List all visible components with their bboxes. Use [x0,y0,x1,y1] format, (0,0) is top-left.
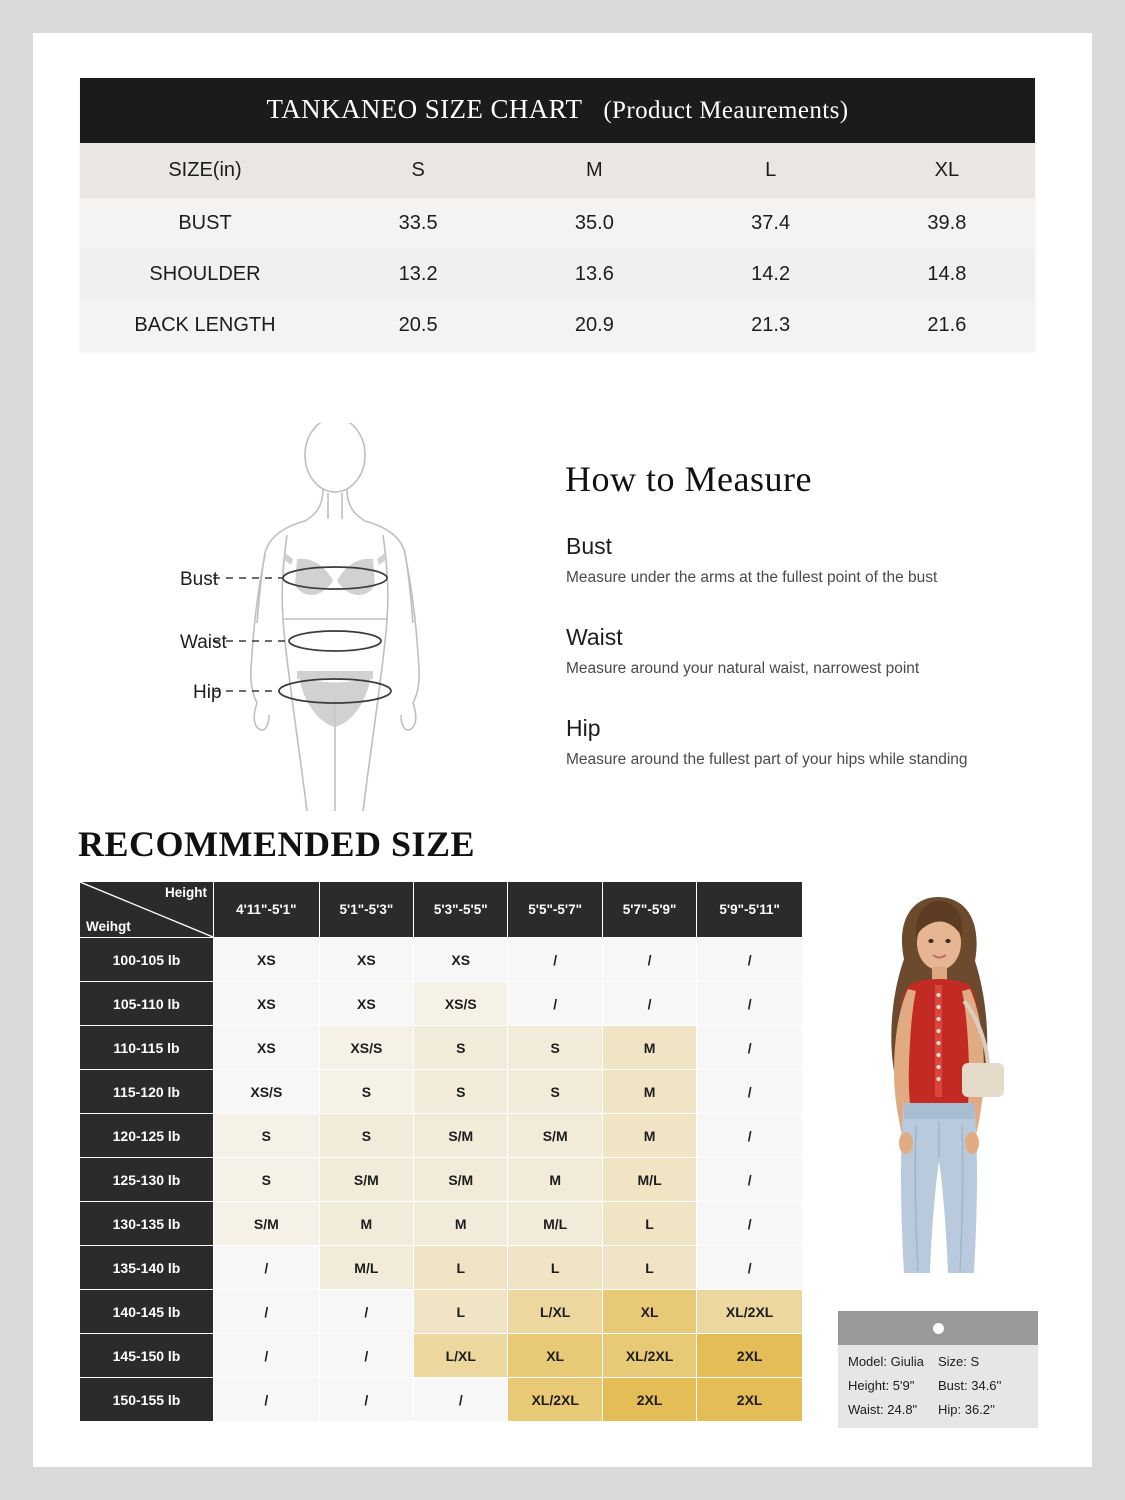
weight-row-label: 135-140 lb [80,1246,214,1290]
weight-row-label: 130-135 lb [80,1202,214,1246]
size-chart-title [80,78,1035,143]
weight-row-label: 125-130 lb [80,1158,214,1202]
rec-cell: S/M [319,1158,413,1202]
table-row [80,1378,803,1422]
rec-cell: XS/S [414,982,508,1026]
weight-row-label: 145-150 lb [80,1334,214,1378]
rec-cell: L [602,1202,696,1246]
model-illustration [838,881,1038,1311]
rec-cell: / [414,1378,508,1422]
rec-cell: L [602,1246,696,1290]
back-length-s: 20.5 [330,300,506,351]
rec-cell: XS [319,982,413,1026]
rec-cell: 2XL [602,1378,696,1422]
model-hip: Hip: 36.2'' [938,1402,995,1417]
rec-cell: XS [214,982,320,1026]
rec-cell: M [602,1114,696,1158]
rec-cell: / [697,1026,803,1070]
rec-cell: / [697,982,803,1026]
measure-item-description: Measure around the fullest part of your hips while standing [566,751,968,768]
model-waist: Waist: 24.8" [848,1402,918,1417]
table-row [80,198,1035,249]
rec-cell: L [508,1246,602,1290]
rec-cell: / [319,1334,413,1378]
rec-cell: / [508,982,602,1026]
rec-cell: S/M [414,1158,508,1202]
table-header-row [80,143,1035,198]
table-row [80,1070,803,1114]
rec-cell: M [414,1202,508,1246]
rec-cell: / [508,938,602,982]
shoulder-xl: 14.8 [859,249,1035,300]
bust-xl: 39.8 [859,198,1035,249]
size-chart-col-2: M [506,143,682,198]
size-chart-title-main: TANKANEO SIZE CHART [266,94,582,124]
weight-row-label: 105-110 lb [80,982,214,1026]
weight-row-label: 110-115 lb [80,1026,214,1070]
rec-cell: / [214,1334,320,1378]
diagram-label-hip: Hip [193,682,222,703]
bust-m: 35.0 [506,198,682,249]
rec-cell: S/M [214,1202,320,1246]
height-col-5: 5'9"-5'11" [697,882,803,938]
model-info-card [838,881,1038,1428]
rec-cell: L [414,1290,508,1334]
carousel-dot-icon [933,1323,944,1334]
rec-cell: S [319,1114,413,1158]
shoulder-s: 13.2 [330,249,506,300]
rec-cell: M [602,1026,696,1070]
table-row [80,938,803,982]
rec-cell: M/L [602,1158,696,1202]
size-chart-col-0: SIZE(in) [80,143,330,198]
table-corner-cell [80,882,214,938]
how-to-measure-section [80,393,1035,813]
rec-cell: XS/S [319,1026,413,1070]
rec-cell: / [697,1114,803,1158]
table-row [80,982,803,1026]
table-row [80,1202,803,1246]
bust-s: 33.5 [330,198,506,249]
measure-item-heading: Waist [566,624,623,650]
weight-row-label: 150-155 lb [80,1378,214,1422]
weight-row-label: 120-125 lb [80,1114,214,1158]
table-row [80,1334,803,1378]
measure-item-description: Measure around your natural waist, narrowest point [566,660,920,677]
table-row [80,249,1035,300]
rec-cell: 2XL [697,1378,803,1422]
size-chart-col-1: S [330,143,506,198]
how-to-measure-title: How to Measure [565,459,812,499]
rec-cell: XL/2XL [508,1378,602,1422]
rec-cell: / [214,1378,320,1422]
rec-cell: / [602,982,696,1026]
height-col-3: 5'5"-5'7" [508,882,602,938]
row-label-bust: BUST [80,198,330,249]
photo-carousel-indicator[interactable] [838,1311,1038,1345]
rec-cell: S/M [508,1114,602,1158]
bust-l: 37.4 [683,198,859,249]
diagram-label-waist: Waist [180,632,227,653]
rec-cell: L/XL [414,1334,508,1378]
weight-row-label: 100-105 lb [80,938,214,982]
size-chart-col-3: L [683,143,859,198]
weight-row-label: 115-120 lb [80,1070,214,1114]
rec-cell: XS [414,938,508,982]
rec-cell: XS/S [214,1070,320,1114]
rec-cell: 2XL [697,1334,803,1378]
row-label-back-length: BACK LENGTH [80,300,330,351]
weight-row-label: 140-145 lb [80,1290,214,1334]
table-row [80,300,1035,351]
table-row [80,1026,803,1070]
rec-cell: XS [214,938,320,982]
size-guide-page [33,33,1092,1467]
rec-cell: S [414,1070,508,1114]
rec-cell: XL/2XL [602,1334,696,1378]
size-chart-col-4: XL [859,143,1035,198]
back-length-m: 20.9 [506,300,682,351]
measure-item-hip [566,715,1036,769]
rec-cell: M [319,1202,413,1246]
model-height: Height: 5'9" [848,1378,915,1393]
rec-cell: S [508,1070,602,1114]
rec-cell: M [508,1158,602,1202]
table-header-row [80,882,803,938]
table-row [80,1114,803,1158]
back-length-l: 21.3 [683,300,859,351]
table-row [80,1158,803,1202]
measure-item-description: Measure under the arms at the fullest point of the bust [566,569,938,586]
rec-cell: XS [319,938,413,982]
model-measurements [838,1345,1038,1428]
rec-cell: S [414,1026,508,1070]
rec-cell: / [214,1290,320,1334]
rec-cell: XS [214,1026,320,1070]
rec-cell: S [214,1114,320,1158]
measure-item-waist [566,624,1036,678]
rec-cell: L [414,1246,508,1290]
rec-cell: / [214,1246,320,1290]
measure-item-heading: Bust [566,533,613,559]
model-size: Size: S [938,1354,980,1369]
back-length-xl: 21.6 [859,300,1035,351]
corner-weight-label: Weihgt [86,919,131,934]
rec-cell: XL [508,1334,602,1378]
measure-item-heading: Hip [566,715,601,741]
rec-cell: M/L [508,1202,602,1246]
rec-cell: XL/2XL [697,1290,803,1334]
product-size-chart [80,78,1035,351]
rec-cell: S [214,1158,320,1202]
rec-cell: S [319,1070,413,1114]
rec-cell: / [319,1290,413,1334]
rec-cell: L/XL [508,1290,602,1334]
rec-cell: S [508,1026,602,1070]
rec-cell: M/L [319,1246,413,1290]
diagram-label-group [180,393,430,783]
height-col-1: 5'1"-5'3" [319,882,413,938]
measure-item-bust [566,533,1036,587]
model-name: Model: Giulia [848,1354,924,1369]
rec-cell: / [602,938,696,982]
rec-cell: S/M [414,1114,508,1158]
corner-height-label: Height [165,885,207,900]
rec-cell: / [697,1202,803,1246]
shoulder-l: 14.2 [683,249,859,300]
shoulder-m: 13.6 [506,249,682,300]
diagram-label-bust: Bust [180,569,219,590]
rec-cell: / [697,1070,803,1114]
rec-cell: XL [602,1290,696,1334]
recommended-size-title: RECOMMENDED SIZE [78,824,476,864]
table-row [80,1290,803,1334]
size-chart-table [80,143,1035,351]
rec-cell: / [319,1378,413,1422]
height-col-4: 5'7"-5'9" [602,882,696,938]
recommended-size-table [79,881,803,1422]
row-label-shoulder: SHOULDER [80,249,330,300]
size-chart-title-sub: (Product Meaurements) [603,97,849,124]
model-bust: Bust: 34.6'' [938,1378,1002,1393]
rec-cell: / [697,1158,803,1202]
rec-cell: / [697,1246,803,1290]
table-row [80,1246,803,1290]
height-col-2: 5'3"-5'5" [414,882,508,938]
rec-cell: / [697,938,803,982]
rec-cell: M [602,1070,696,1114]
model-photo [838,881,1038,1311]
height-col-0: 4'11"-5'1" [214,882,320,938]
